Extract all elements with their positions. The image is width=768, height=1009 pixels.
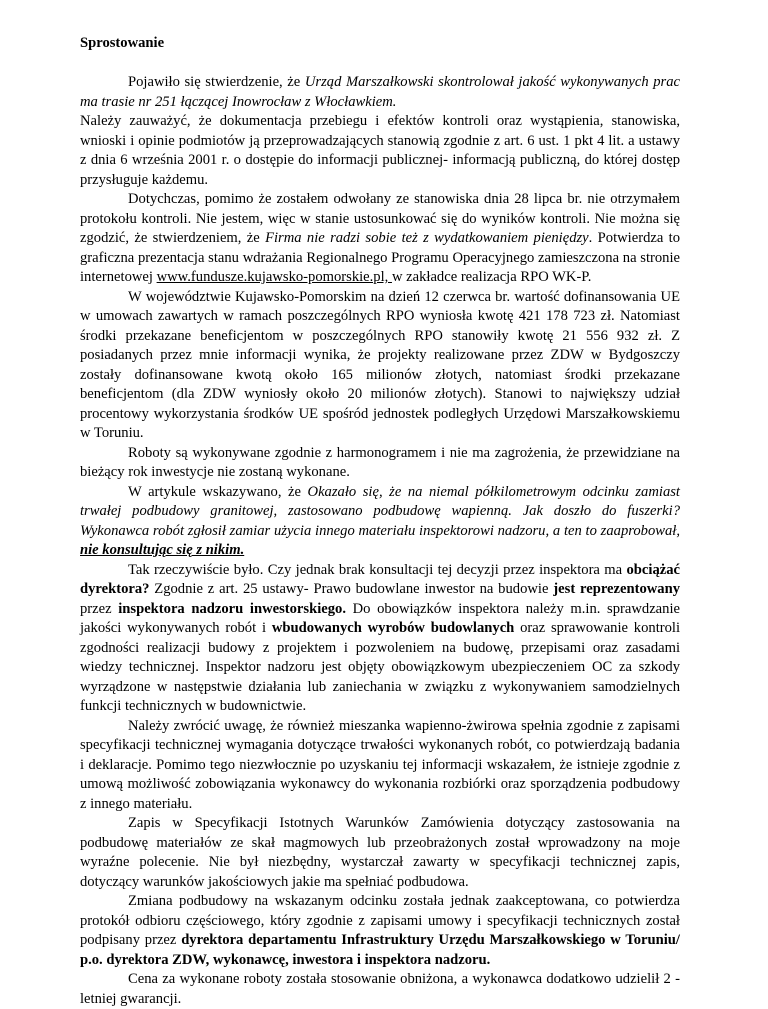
website-link[interactable]: www.fundusze.kujawsko-pomorskie.pl, bbox=[156, 269, 392, 285]
paragraph-6-emphasis: nie konsultując się z nikim. bbox=[80, 542, 245, 558]
paragraph-7 bbox=[80, 561, 680, 717]
paragraph-7-text-4: Do obowiązków inspektora należy m.in. sprawdzanie jakości wykonywanych robót i bbox=[80, 600, 680, 636]
paragraph-7-text: Tak rzeczywiście było. Czy jednak brak konsultacji tej decyzji przez inspektora ma bbox=[128, 561, 627, 578]
paragraph-7-bold-4: wbudowanych wyrobów budowlanych bbox=[271, 620, 515, 636]
paragraph-6-text: W artykule wskazywano, że bbox=[128, 483, 308, 500]
paragraph-8: Należy zwrócić uwagę, że również mieszanka wapienno-żwirowa spełnia zgodnie z zapisami specyfikacji technicznej wymagania dotyczące trwałości wykonanych robót, co potwierdzają badania i deklaracje. Pomimo tego niezwłocznie po uzyskaniu tej informacji wskazałem, że istnieje zgodnie z umową możliwość zobowiązania wykonawcy do wykonania rozbiórki oraz sporządzenia podbudowy z innego materiału. bbox=[80, 717, 680, 812]
paragraph-10-text: Zmiana podbudowy na wskazanym odcinku została jednak zaakceptowana, co potwierdza protokół odbioru częściowego, który zgodnie z zapisami umowy i specyfikacji technicznych został podpisany przez bbox=[80, 893, 680, 948]
paragraph-10-bold: dyrektora departamentu Infrastruktury Urzędu Marszałkowskiego w Toruniu/ p.o. dyrektora ZDW, wykonawcę, inwestora i inspektora nadzoru. bbox=[80, 932, 680, 968]
paragraph-9: Zapis w Specyfikacji Istotnych Warunków Zamówienia dotyczący zastosowania na podbudowę materiałów ze skał magmowych lub przeobrażonych został wprowadzony na moje wyraźne polecenie. Nie był niezbędny, wystarczał zawarty w specyfikacji technicznej zapis, dotyczący warunków jakościowych jakie ma spełniać podbudowa. bbox=[80, 815, 680, 890]
paragraph-7-bold-3: inspektora nadzoru inwestorskiego. bbox=[118, 600, 346, 617]
paragraph-3-quote: Firma nie radzi sobie też z wydatkowaniem pieniędzy bbox=[265, 230, 589, 246]
document-title: Sprostowanie bbox=[80, 35, 165, 51]
paragraph-7-text-3: przez bbox=[80, 600, 119, 617]
paragraph-3-text-2: . Potwierdza to graficzna prezentacja stanu wdrażania Regionalnego Programu Operacyjnego zamieszczona na stronie internetowej bbox=[80, 230, 681, 285]
paragraph-7-bold-1: obciążać dyrektora? bbox=[80, 561, 680, 597]
paragraph-1 bbox=[80, 73, 680, 112]
paragraph-5: Roboty są wykonywane zgodnie z harmonogramem i nie ma zagrożenia, że przewidziane na bieżący rok inwestycje nie zostaną wykonane. bbox=[80, 444, 680, 480]
paragraph-1-text: Pojawiło się stwierdzenie, że bbox=[128, 74, 305, 90]
paragraph-11: Cena za wykonane roboty została stosowanie obniżona, a wykonawca dodatkowo udzielił 2 -letniej gwarancji. bbox=[80, 971, 680, 1007]
paragraph-4: W województwie Kujawsko-Pomorskim na dzień 12 czerwca br. wartość dofinansowania UE w umowach zawartych w ramach poszczególnych RPO wyniosła kwotę 421 178 723 zł. Natomiast środki przekazane beneficjentom w poszczególnych RPO stanowiły kwotę 21 556 932 zł. Z posiadanych przez mnie informacji wynika, że projekty realizowane przez ZDW w Bydgoszczy zostały dofinansowane kwotą około 165 milionów złotych, natomiast środki przekazane beneficjentom (dla ZDW wyniosły około 20 milionów złotych). Stanowi to największy udział procentowy wykorzystania środków UE spośród jednostek podległych Urzędowi Marszałkowskiemu w Toruniu. bbox=[80, 288, 680, 441]
paragraph-2: Należy zauważyć, że dokumentacja przebiegu i efektów kontroli oraz wystąpienia, stanowiska, wnioski i opinie podmiotów ją przeprowadzających stanowią zgodnie z art. 6 ust. 1 pkt 4 lit. a ustawy z dnia 6 września 2001 r. o dostępie do informacji publicznej- informacją publiczną, do której dostęp przysługuje każdemu. bbox=[80, 113, 680, 188]
paragraph-6 bbox=[80, 483, 680, 561]
paragraph-7-text-2: Zgodnie z art. 25 ustawy- Prawo budowlane inwestor na budowie bbox=[149, 581, 554, 597]
paragraph-7-text-5: oraz sprawowanie kontroli zgodności realizacji budowy z projektem i pozwoleniem na budowę, przepisami oraz zasadami wiedzy technicznej. Inspektor nadzoru jest objęty obowiązkowym ubezpieczeniem OC za szkody wyrządzone w następstwie działania lub zaniechania w związku z wykonywaniem samodzielnych funkcji technicznych w budownictwie. bbox=[80, 620, 681, 714]
paragraph-6-quote: Okazało się, że na niemal półkilometrowym odcinku zamiast trwałej podbudowy granitowej, zastosowano podbudowę wapienną. Jak doszło do fuszerki? Wykonawca robót zgłosił zamiar użycia innego materiału inspektorowi nadzoru, a ten to zaaprobował, bbox=[80, 483, 680, 539]
paragraph-3-text: Dotychczas, pomimo że zostałem odwołany ze stanowiska dnia 28 lipca br. nie otrzymałem protokołu kontroli. Nie jestem, więc w stanie ustosunkować się do wyników kontroli. Nie można się zgodzić, że stwierdzeniem, że bbox=[80, 191, 680, 246]
paragraph-10 bbox=[80, 892, 680, 970]
paragraph-1-quote: Urząd Marszałkowski skontrolował jakość wykonywanych prac ma trasie nr 251 łączącej Inowrocław z Włocławkiem. bbox=[80, 74, 680, 110]
paragraph-3-text-3: w zakładce realizacja RPO WK-P. bbox=[391, 269, 592, 285]
paragraph-7-bold-2: jest reprezentowany bbox=[553, 581, 680, 597]
paragraph-3 bbox=[80, 190, 680, 288]
